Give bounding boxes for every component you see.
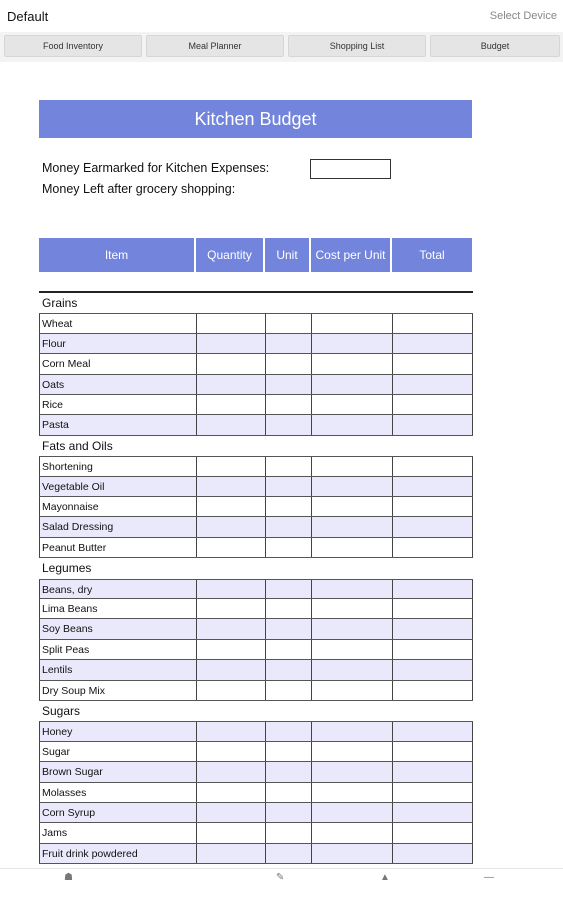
share-icon[interactable]: ▲ <box>380 872 390 883</box>
item-label: Soy Beans <box>42 623 93 636</box>
item-cell <box>39 517 196 536</box>
category-row <box>39 436 473 456</box>
quantity-cell[interactable] <box>196 314 265 332</box>
cost-per-unit-cell[interactable] <box>311 375 392 394</box>
table-row <box>39 599 473 619</box>
quantity-cell[interactable] <box>196 538 265 557</box>
table-row <box>39 762 473 782</box>
item-cell <box>39 722 196 740</box>
table-row <box>39 681 473 701</box>
total-cell[interactable] <box>392 415 473 434</box>
total-cell[interactable] <box>392 742 473 761</box>
cost-per-unit-cell[interactable] <box>311 599 392 618</box>
tab-shopping-list[interactable]: Shopping List <box>288 35 426 57</box>
unit-cell[interactable] <box>265 681 311 700</box>
item-cell <box>39 395 196 414</box>
item-label: Honey <box>42 726 73 739</box>
item-cell <box>39 619 196 638</box>
quantity-cell[interactable] <box>196 354 265 373</box>
unit-cell[interactable] <box>265 415 311 434</box>
item-label: Lima Beans <box>42 603 98 615</box>
quantity-cell[interactable] <box>196 681 265 700</box>
table-row <box>39 619 473 639</box>
cost-per-unit-cell[interactable] <box>311 497 392 516</box>
item-cell <box>39 823 196 842</box>
item-label: Oats <box>42 378 65 391</box>
item-label: Corn Meal <box>42 358 91 371</box>
category-row <box>39 701 473 721</box>
quantity-cell[interactable] <box>196 415 265 434</box>
tab-meal-planner[interactable]: Meal Planner <box>146 35 284 57</box>
total-cell[interactable] <box>392 477 473 496</box>
quantity-cell[interactable] <box>196 375 265 394</box>
home-icon[interactable]: ☗ <box>64 872 73 883</box>
total-cell[interactable] <box>392 354 473 373</box>
total-cell[interactable] <box>392 803 473 822</box>
table-row <box>39 395 473 415</box>
cost-per-unit-cell[interactable] <box>311 803 392 822</box>
quantity-cell[interactable] <box>196 334 265 353</box>
cost-per-unit-cell[interactable] <box>311 395 392 414</box>
quantity-cell[interactable] <box>196 580 265 598</box>
unit-cell[interactable] <box>265 538 311 557</box>
unit-cell[interactable] <box>265 517 311 536</box>
total-cell[interactable] <box>392 375 473 394</box>
money-left-label: Money Left after grocery shopping: <box>42 182 236 196</box>
cost-per-unit-cell[interactable] <box>311 477 392 496</box>
top-bar <box>0 0 563 33</box>
item-cell <box>39 681 196 700</box>
cost-per-unit-cell[interactable] <box>311 334 392 353</box>
header-quantity: Quantity <box>196 238 265 272</box>
total-cell[interactable] <box>392 580 473 598</box>
quantity-cell[interactable] <box>196 762 265 781</box>
item-label: Fruit drink powdered <box>42 847 138 860</box>
table-row <box>39 640 473 660</box>
item-cell <box>39 334 196 353</box>
item-cell <box>39 415 196 434</box>
item-cell <box>39 354 196 373</box>
unit-cell[interactable] <box>265 314 311 332</box>
item-cell <box>39 783 196 802</box>
cost-per-unit-cell[interactable] <box>311 823 392 842</box>
cost-per-unit-cell[interactable] <box>311 783 392 802</box>
table-row <box>39 517 473 537</box>
table-row <box>39 660 473 680</box>
cost-per-unit-cell[interactable] <box>311 538 392 557</box>
item-cell <box>39 660 196 679</box>
cost-per-unit-cell[interactable] <box>311 517 392 536</box>
bottom-toolbar <box>0 868 563 901</box>
unit-cell[interactable] <box>265 375 311 394</box>
total-cell[interactable] <box>392 640 473 659</box>
table-row <box>39 579 473 599</box>
unit-cell[interactable] <box>265 660 311 679</box>
item-label: Wheat <box>42 318 73 331</box>
tab-budget[interactable]: Budget <box>430 35 560 57</box>
budget-sheet <box>0 62 563 870</box>
item-label: Rice <box>42 399 64 411</box>
unit-cell[interactable] <box>265 619 311 638</box>
cost-per-unit-cell[interactable] <box>311 660 392 679</box>
item-label: Split Peas <box>42 643 90 656</box>
unit-cell[interactable] <box>265 762 311 781</box>
header-cost-per-unit: Cost per Unit <box>311 238 392 272</box>
tab-food-inventory[interactable]: Food Inventory <box>4 35 142 57</box>
quantity-cell[interactable] <box>196 619 265 638</box>
table-row <box>39 803 473 823</box>
total-cell[interactable] <box>392 619 473 638</box>
table-row <box>39 334 473 354</box>
quantity-cell[interactable] <box>196 599 265 618</box>
unit-cell[interactable] <box>265 722 311 740</box>
item-cell <box>39 742 196 761</box>
cost-per-unit-cell[interactable] <box>311 681 392 700</box>
total-cell[interactable] <box>392 762 473 781</box>
item-cell <box>39 477 196 496</box>
item-cell <box>39 599 196 618</box>
item-cell <box>39 580 196 598</box>
cost-per-unit-cell[interactable] <box>311 722 392 740</box>
total-cell[interactable] <box>392 457 473 475</box>
item-label: Jams <box>42 827 68 840</box>
total-cell[interactable] <box>392 823 473 842</box>
unit-cell[interactable] <box>265 803 311 822</box>
quantity-cell[interactable] <box>196 783 265 802</box>
unit-cell[interactable] <box>265 844 311 863</box>
unit-cell[interactable] <box>265 742 311 761</box>
quantity-cell[interactable] <box>196 660 265 679</box>
table-row <box>39 823 473 843</box>
header-unit: Unit <box>265 238 311 272</box>
cost-per-unit-cell[interactable] <box>311 640 392 659</box>
unit-cell[interactable] <box>265 354 311 373</box>
table-row <box>39 415 473 435</box>
total-cell[interactable] <box>392 395 473 414</box>
unit-cell[interactable] <box>265 395 311 414</box>
item-cell <box>39 538 196 557</box>
table-row <box>39 375 473 395</box>
table-row <box>39 313 473 333</box>
category-row <box>39 293 473 313</box>
total-cell[interactable] <box>392 314 473 332</box>
item-label: Beans, dry <box>42 583 93 596</box>
item-label: Corn Syrup <box>42 807 96 819</box>
category-row <box>39 558 473 578</box>
quantity-cell[interactable] <box>196 722 265 740</box>
item-label: Sugar <box>42 745 71 758</box>
header-total: Total <box>392 238 472 272</box>
item-label: Mayonnaise <box>42 501 99 513</box>
unit-cell[interactable] <box>265 497 311 516</box>
total-cell[interactable] <box>392 660 473 679</box>
table-row <box>39 783 473 803</box>
table-row <box>39 354 473 374</box>
table-row <box>39 742 473 762</box>
unit-cell[interactable] <box>265 599 311 618</box>
category-label: Fats and Oils <box>42 438 113 453</box>
item-label: Salad Dressing <box>42 521 114 534</box>
item-label: Flour <box>42 337 66 350</box>
edit-icon[interactable]: ✎ <box>276 872 285 883</box>
item-cell <box>39 375 196 394</box>
money-earmarked-label: Money Earmarked for Kitchen Expenses: <box>42 161 270 175</box>
unit-cell[interactable] <box>265 783 311 802</box>
quantity-cell[interactable] <box>196 823 265 842</box>
quantity-cell[interactable] <box>196 803 265 822</box>
table-row <box>39 721 473 741</box>
total-cell[interactable] <box>392 844 473 863</box>
item-label: Vegetable Oil <box>42 480 105 493</box>
money-earmarked-field[interactable] <box>310 159 391 179</box>
table-row <box>39 844 473 864</box>
cost-per-unit-cell[interactable] <box>311 742 392 761</box>
item-label: Lentils <box>42 664 73 677</box>
item-label: Dry Soup Mix <box>42 684 106 697</box>
total-cell[interactable] <box>392 497 473 516</box>
total-cell[interactable] <box>392 681 473 700</box>
category-label: Sugars <box>42 704 81 718</box>
item-cell <box>39 640 196 659</box>
cost-per-unit-cell[interactable] <box>311 619 392 638</box>
unit-cell[interactable] <box>265 334 311 353</box>
total-cell[interactable] <box>392 334 473 353</box>
quantity-cell[interactable] <box>196 517 265 536</box>
item-cell <box>39 457 196 475</box>
quantity-cell[interactable] <box>196 742 265 761</box>
menu-icon[interactable]: — <box>484 872 494 883</box>
item-label: Shortening <box>42 461 93 474</box>
quantity-cell[interactable] <box>196 457 265 475</box>
total-cell[interactable] <box>392 538 473 557</box>
item-cell <box>39 314 196 332</box>
unit-cell[interactable] <box>265 580 311 598</box>
item-label: Molasses <box>42 786 87 799</box>
table-row <box>39 456 473 476</box>
cost-per-unit-cell[interactable] <box>311 457 392 475</box>
item-cell <box>39 803 196 822</box>
quantity-cell[interactable] <box>196 395 265 414</box>
quantity-cell[interactable] <box>196 640 265 659</box>
cost-per-unit-cell[interactable] <box>311 580 392 598</box>
item-label: Peanut Butter <box>42 541 107 554</box>
tab-bar <box>0 32 563 62</box>
sheet-title: Kitchen Budget <box>39 100 472 138</box>
cost-per-unit-cell[interactable] <box>311 415 392 434</box>
item-label: Brown Sugar <box>42 766 103 779</box>
category-label: Legumes <box>42 561 92 576</box>
cost-per-unit-cell[interactable] <box>311 762 392 781</box>
total-cell[interactable] <box>392 599 473 618</box>
table-row <box>39 497 473 517</box>
cost-per-unit-cell[interactable] <box>311 314 392 332</box>
unit-cell[interactable] <box>265 457 311 475</box>
unit-cell[interactable] <box>265 477 311 496</box>
quantity-cell[interactable] <box>196 844 265 863</box>
cost-per-unit-cell[interactable] <box>311 844 392 863</box>
select-device-button[interactable]: Select Device <box>489 10 557 22</box>
total-cell[interactable] <box>392 517 473 536</box>
category-label: Grains <box>42 296 78 310</box>
app-title: Default <box>7 9 49 24</box>
unit-cell[interactable] <box>265 640 311 659</box>
quantity-cell[interactable] <box>196 477 265 496</box>
item-cell <box>39 762 196 781</box>
table-row <box>39 538 473 558</box>
item-cell <box>39 497 196 516</box>
quantity-cell[interactable] <box>196 497 265 516</box>
unit-cell[interactable] <box>265 823 311 842</box>
cost-per-unit-cell[interactable] <box>311 354 392 373</box>
item-label: Pasta <box>42 419 69 432</box>
table-row <box>39 477 473 497</box>
total-cell[interactable] <box>392 722 473 740</box>
total-cell[interactable] <box>392 783 473 802</box>
header-item: Item <box>39 238 196 272</box>
item-cell <box>39 844 196 863</box>
